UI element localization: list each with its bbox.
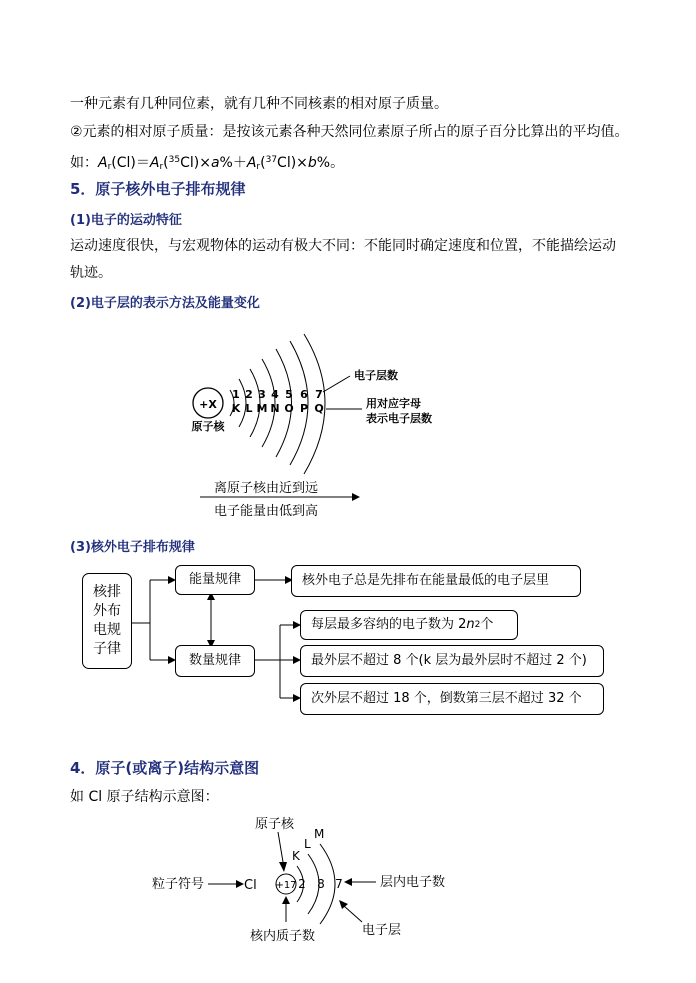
cl-symbol: Cl (244, 878, 257, 893)
shell-letter-k: K (292, 849, 300, 863)
count-rule-desc-2-box: 最外层不超过 8 个(k 层为最外层时不超过 2 个) (300, 645, 604, 677)
subheading-arrangement-rules: (3)核外电子排布规律 (70, 540, 195, 555)
label-nucleus: 原子核 (255, 817, 295, 832)
shell-number: 1 (232, 388, 240, 401)
arrow-nucleus-head (279, 862, 287, 872)
direction-arrowhead (352, 493, 360, 501)
electron-count-m: 7 (335, 877, 343, 891)
label-electron-layer: 电子层 (362, 923, 402, 938)
arrow-layer-head (339, 900, 348, 909)
shell-letter: L (245, 402, 253, 415)
section-4-title: 4．原子(或离子)结构示意图 (70, 759, 260, 777)
shell-number: 7 (315, 388, 323, 401)
shell-number: 6 (300, 388, 308, 401)
label-shell-count: 电子层数 (354, 369, 398, 382)
count-rule-desc-3-box: 次外层不超过 18 个，倒数第三层不超过 32 个 (300, 683, 604, 715)
label-proton-count: 核内质子数 (250, 929, 316, 944)
electron-count-k: 2 (298, 877, 306, 891)
shell-letter: Q (314, 402, 324, 415)
cl-intro-text: 如 Cl 原子结构示意图： (70, 789, 219, 805)
label-particle-symbol: 粒子符号 (152, 877, 205, 892)
shell-number: 3 (258, 388, 266, 401)
shell-number: 5 (285, 388, 293, 401)
shell-letter: K (231, 402, 241, 415)
shell-letter-l: L (304, 837, 311, 851)
pointer-line-count (323, 376, 350, 392)
arrow-layer-line (344, 906, 362, 922)
arrow-text-distance: 离原子核由近到远 (214, 481, 319, 496)
count-rule-box: 数量规律 (175, 645, 255, 677)
shell-letters (232, 402, 324, 415)
rules-root-line: 电规 (93, 622, 121, 638)
arrow-nucleus-line (278, 832, 283, 862)
rules-root-line: 核排 (93, 584, 121, 600)
shell-letter-m: M (314, 827, 325, 841)
count-rule-desc-1-box: 每层最多容纳的电子数为 2 n 2 个 (300, 610, 518, 640)
label-letters-1: 用对应字母 (366, 397, 421, 410)
rules-root-line: 子律 (93, 641, 121, 657)
subheading-shell-notation: (2)电子层的表示方法及能量变化 (70, 296, 260, 311)
text-line-3-formula: 如：$A_r(Cl)=A_r(^{35}Cl)\times a\%+A_r(^{37}Cl)\times b\%$。 (70, 155, 345, 172)
subheading-motion: (1)电子的运动特征 (70, 213, 182, 228)
shell-number: 2 (245, 388, 253, 401)
nucleus-symbol: +X (199, 398, 217, 411)
motion-text-1: 运动速度很快，与宏观物体的运动有极大不同：不能同时确定速度和位置，不能描绘运动 (70, 238, 616, 254)
arrow-text-energy: 电子能量由低到高 (214, 504, 319, 519)
label-letters-2: 表示电子层数 (366, 412, 432, 425)
shell-letter: P (299, 402, 309, 415)
shell-numbers (232, 388, 323, 401)
shell-letter: M (256, 402, 268, 415)
arrow-layer-count-head (344, 878, 352, 886)
section-5-title: 5．原子核外电子排布规律 (70, 180, 246, 198)
arrow-protons-head (282, 896, 290, 904)
label-layer-electron-count: 层内电子数 (380, 875, 446, 890)
arrow-symbol-head (236, 880, 244, 888)
energy-rule-desc-box: 核外电子总是先排布在能量最低的电子层里 (291, 565, 581, 597)
energy-rule-box: 能量规律 (175, 565, 255, 595)
shell-number: 4 (271, 388, 279, 401)
nucleus-label: 原子核 (191, 420, 225, 433)
cl-nucleus-charge: +17 (275, 880, 297, 891)
shell-letter: O (284, 402, 294, 415)
motion-text-2: 轨迹。 (70, 265, 112, 281)
electron-shell-diagram (180, 330, 470, 525)
rules-root-box (82, 573, 132, 669)
electron-count-l: 8 (317, 877, 325, 891)
text-line-2: ②元素的相对原子质量：是按该元素各种天然同位素原子所占的原子百分比算出的平均值。 (70, 124, 629, 140)
text-line-1: 一种元素有几种同位素，就有几种不同核素的相对原子质量。 (70, 96, 448, 112)
shell-letter: N (270, 402, 280, 415)
rules-root-line: 外布 (93, 603, 121, 619)
cl-structure-diagram (140, 810, 470, 950)
